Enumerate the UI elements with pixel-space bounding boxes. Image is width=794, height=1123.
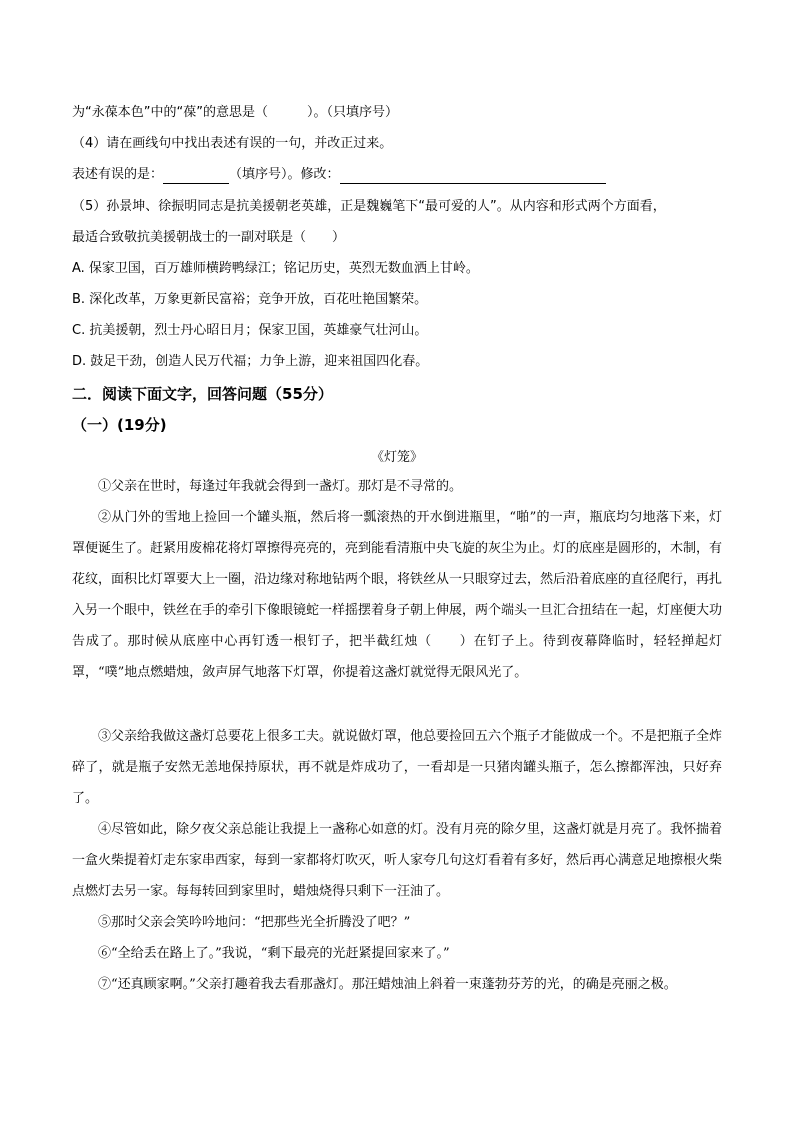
paragraph-7: ⑦“还真顾家啊。”父亲打趣着我去看那盏灯。那汪蜡烛油上斜着一束蓬勃芬芳的光，的确是亮丽之极。 xyxy=(98,977,677,992)
option-d: D. 鼓足干劲，创造人民万代福；力争上游，迎来祖国四化春。 xyxy=(72,354,429,369)
q4-answer-line xyxy=(72,166,606,184)
paragraph-4: ④尽管如此，除夕夜父亲总能让我提上一盏称心如意的灯。没有月亮的除夕里，这盏灯就是月亮了。我怀揣着一盒火柴提着灯走东家串西家，每到一家都将灯吹灭，听人家夸几句这灯看着有多好，然后再心满意足地擦根火柴点燃灯去另一家。每每转回到家里时，蜡烛烧得只剩下一汪油了。 xyxy=(72,822,723,899)
option-c: C. 抗美援朝，烈士丹心昭日月；保家卫国，英雄豪气壮河山。 xyxy=(72,323,428,338)
answer-blank-number[interactable] xyxy=(163,169,229,184)
answer-blank-correction[interactable] xyxy=(340,169,606,184)
q4-answer-label: 表述有误的是： xyxy=(72,167,164,182)
q4-prompt: （4）请在画线句中找出表述有误的一句，并改正过来。 xyxy=(72,136,393,151)
q5-line-2: 最适合致敬抗美援朝战士的一副对联是（ ） xyxy=(72,230,346,245)
option-b: B. 深化改革，万象更新民富裕；竞争开放，百花吐艳国繁荣。 xyxy=(72,292,428,307)
option-a: A. 保家卫国，百万雄师横跨鸭绿江；铭记历史，英烈无数血洒上甘岭。 xyxy=(72,261,479,276)
paragraph-3: ③父亲给我做这盏灯总要花上很多工夫。就说做灯罩，他总要捡回五六个瓶子才能做成一个。不是把瓶子全炸碎了，就是瓶子安然无恙地保持原状，再不就是炸成功了，一看却是一只猪肉罐头瓶子，怎么擦都浑浊，只好弃了。 xyxy=(72,729,723,806)
q4-answer-middle: （填序号）。修改： xyxy=(229,167,340,182)
q3-tail: 为“永葆本色”中的“葆”的意思是（ ）。（只填序号） xyxy=(72,105,398,120)
section-2-heading: 二．阅读下面文字，回答问题（55分） xyxy=(72,385,333,403)
article-title: 《灯笼》 xyxy=(370,450,423,465)
paragraph-5: ⑤那时父亲会笑吟吟地问：“把那些光全折腾没了吧？” xyxy=(98,915,411,930)
subsection-1-heading: （一）(19分) xyxy=(72,416,167,434)
q5-line-1: （5）孙景坤、徐振明同志是抗美援朝老英雄，正是魏巍笔下“最可爱的人”。从内容和形式两个方面看， xyxy=(72,199,666,214)
paragraph-2: ②从门外的雪地上捡回一个罐头瓶，然后将一瓢滚热的开水倒进瓶里，“啪”的一声，瓶底均匀地落下来，灯罩便诞生了。赶紧用废棉花将灯罩擦得亮亮的，亮到能看清瓶中央飞旋的灰尘为止。灯的底座是圆形的，木制，有花纹，面积比灯罩要大上一圈，沿边缘对称地钻两个眼，将铁丝从一只眼穿过去，然后沿着底座的直径爬行，再扎入另一个眼中，铁丝在手的牵引下像眼镜蛇一样摇摆着身子朝上伸展，两个端头一旦汇合扭结在一起，灯座便大功告成了。那时候从底座中心再钉透一根钉子，把半截红烛（ ）在钉子上。待到夜幕降临时，轻轻掸起灯罩，“噗”地点燃蜡烛，敛声屏气地落下灯罩，你提着这盏灯就觉得无限风光了。 xyxy=(72,510,723,680)
paragraph-6: ⑥“全给丢在路上了。”我说，“剩下最亮的光赶紧提回家来了。” xyxy=(98,946,450,961)
paragraph-1: ①父亲在世时，每逢过年我就会得到一盏灯。那灯是不寻常的。 xyxy=(98,479,463,494)
